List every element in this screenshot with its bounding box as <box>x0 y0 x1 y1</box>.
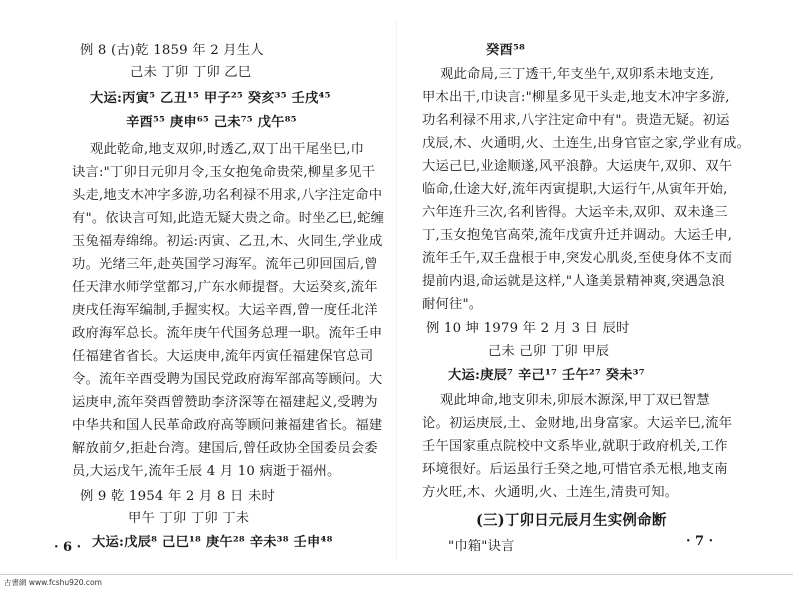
text-line: 提前内退,命运就是这样,"人逢美景精神爽,突遇急浪 <box>422 274 726 289</box>
left-page <box>54 0 385 565</box>
example-9-luck-cont: 癸酉⁵⁸ <box>486 43 526 58</box>
example-9-header: 例 9 乾 1954 年 2 月 8 日 未时 <box>80 489 275 504</box>
text-line: 临命,仕途大好,流年丙寅提职,大运行午,从寅年开始, <box>422 182 728 197</box>
text-line: 员,大运戊午,流年壬辰 4 月 10 病逝于福州。 <box>72 464 341 479</box>
section-heading: (三)丁卯日元辰月生实例命断 <box>476 512 667 529</box>
example-10-luck: 大运:庚辰⁷ 辛己¹⁷ 壬午²⁷ 癸未³⁷ <box>448 368 645 383</box>
footer-bar <box>0 569 793 591</box>
right-page <box>418 0 751 565</box>
text-line: 中华共和国人民革命政府高等顾问兼福建省长。福建 <box>72 418 383 433</box>
book-spine <box>396 20 397 560</box>
example-9-pillars: 甲午 丁卯 丁卯 丁未 <box>128 511 250 526</box>
text-line: 诀言:"丁卯日元卯月令,玉女抱兔命贵荣,柳星多见干 <box>72 165 376 180</box>
page-number-right: · 7 · <box>686 534 714 549</box>
text-line: 流年壬午,双壬盘根于申,突发心肌炎,至使身体不支而 <box>422 251 733 266</box>
text-line: 耐何往"。 <box>422 297 483 312</box>
text-line: 戊辰,木、火通明,火、土连生,出身官宦之家,学业有成。 <box>422 136 751 151</box>
text-line: 观此乾命,地支双卯,时透乙,双丁出干尾坐巳,巾 <box>90 142 365 157</box>
example-8-luck-1: 大运:丙寅⁵ 乙丑¹⁵ 甲子²⁵ 癸亥³⁵ 壬戌⁴⁵ <box>90 91 331 106</box>
example-8-pillars: 己未 丁卯 丁卯 乙巳 <box>130 65 252 80</box>
text-line: 方火旺,木、火通明,火、土连生,清贵可知。 <box>422 485 679 500</box>
text-line: 任福建省省长。大运庚申,流年丙寅任福建保官总司 <box>72 349 374 364</box>
text-line: 功。光绪三年,赴英国学习海军。流年己卯回国后,曾 <box>72 257 378 272</box>
example-9-luck-1: 大运:戊辰⁸ 己巳¹⁸ 庚午²⁸ 辛未³⁸ 壬申⁴⁸ <box>92 535 333 550</box>
footer-divider <box>0 574 793 575</box>
page-number-left: · 6 · <box>54 540 82 555</box>
text-line: 庚戌任海军编制,手握实权。大运辛酉,曾一度任北洋 <box>72 303 378 318</box>
subheading: "巾箱"诀言 <box>448 539 515 554</box>
text-line: 观此命局,三丁透干,年支坐午,双卯系未地支连, <box>440 67 715 82</box>
text-line: 运庚申,流年癸酉曾赞助李济深等在福建起义,受聘为 <box>72 395 378 410</box>
example-10-header: 例 10 坤 1979 年 2 月 3 日 辰时 <box>426 321 630 336</box>
example-8-header: 例 8 (古)乾 1859 年 2 月生人 <box>80 43 264 58</box>
text-line: 头走,地支木冲字多游,功名利禄不用求,八字注定命中 <box>72 188 383 203</box>
text-line: 六年连升三次,名利皆得。大运辛未,双卯、双未逢三 <box>422 205 728 220</box>
text-line: 功名利禄不用求,八字注定命中有"。贵造无疑。初运 <box>422 113 730 128</box>
text-line: 观此坤命,地支卯未,卯辰木源深,甲丁双已智慧 <box>440 393 710 408</box>
text-line: 环境很好。后运虽行壬癸之地,可惜官杀无根,地支南 <box>422 462 728 477</box>
example-10-pillars: 己未 己卯 丁卯 甲辰 <box>488 344 610 359</box>
text-line: 大运己巳,业途顺遂,风平浪静。大运庚午,双卯、双午 <box>422 159 733 174</box>
text-line: 论。初运庚辰,土、金财地,出身富家。大运辛巳,流年 <box>422 416 733 431</box>
watermark: 古書網 www.fcshu920.com <box>4 578 102 587</box>
text-line: 有"。依诀言可知,此造无疑大贵之命。时坐乙巳,蛇缠 <box>72 211 385 226</box>
text-line: 任天津水师学堂都习,广东水师提督。大运癸亥,流年 <box>72 280 378 295</box>
text-line: 令。流年辛酉受聘为国民党政府海军部高等顾问。大 <box>72 372 383 387</box>
text-line: 丁,玉女抱兔官高荣,流年戊寅升迁并调动。大运壬申, <box>422 228 733 243</box>
text-line: 壬午国家重点院校中文系毕业,就职于政府机关,工作 <box>422 439 728 454</box>
text-line: 解放前夕,拒赴台湾。建国后,曾任政协全国委员会委 <box>72 441 378 456</box>
example-8-luck-2: 辛酉⁵⁵ 庚申⁶⁵ 己未⁷⁵ 戊午⁸⁵ <box>126 115 297 130</box>
text-line: 甲木出干,巾诀言:"柳星多见干头走,地支木冲字多游, <box>422 90 730 105</box>
text-line: 玉兔福寿绵绵。初运:丙寅、乙丑,木、火同生,学业成 <box>72 234 383 249</box>
text-line: 政府海军总长。流年庚午代国务总理一职。流年壬申 <box>72 326 383 341</box>
